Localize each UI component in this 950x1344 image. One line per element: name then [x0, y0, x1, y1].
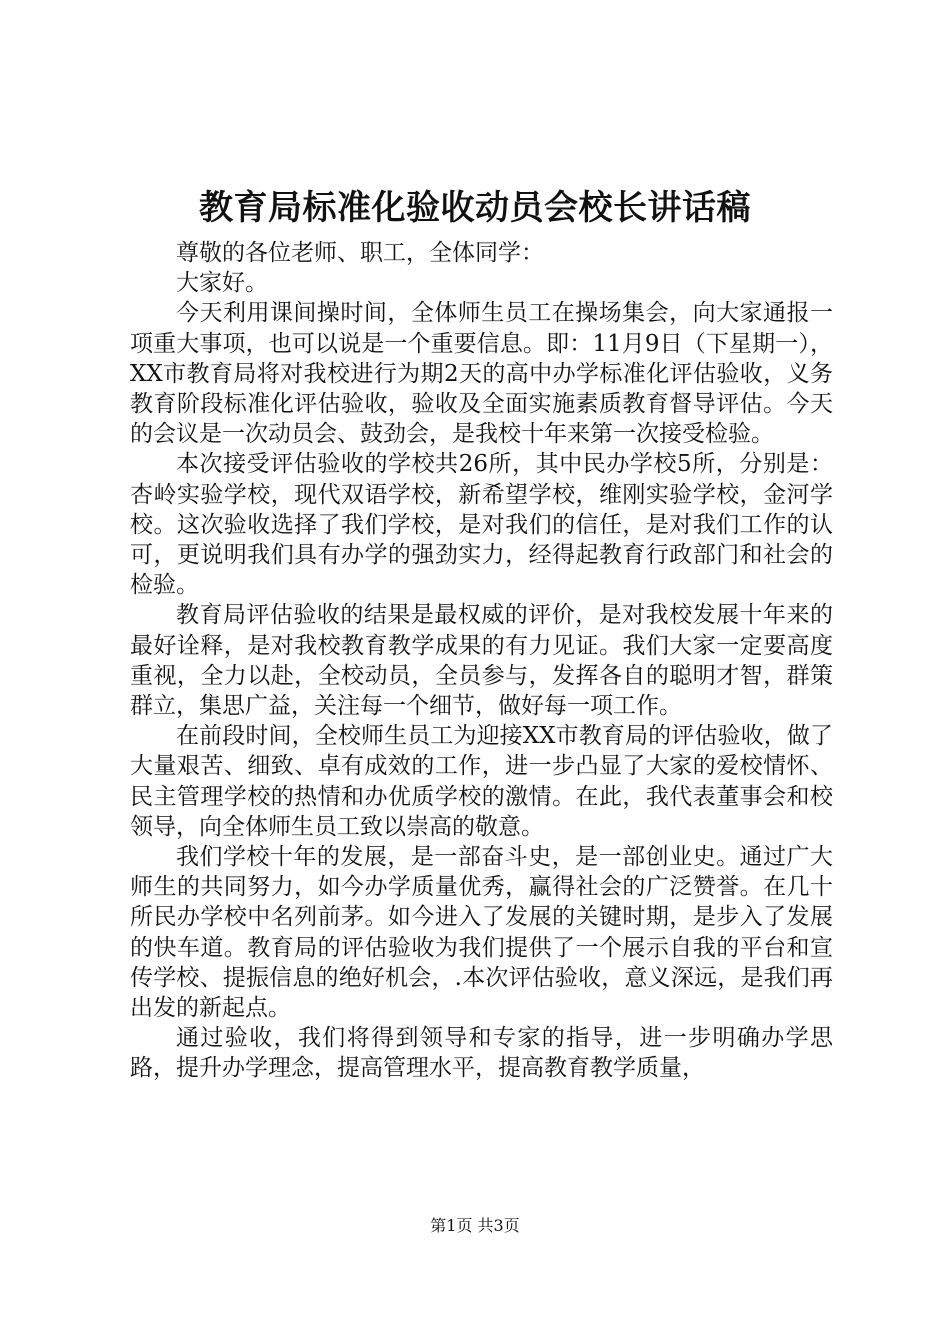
body-paragraph-evaluation: 教育局评估验收的结果是最权威的评价，是对我校发展十年来的最好诠释，是对我校教育教学成果的有力见证。我们大家一定要高度重视，全力以赴，全校动员，全员参与，发挥各自的聪明才智，群策群立，集思广益，关注每一个细节，做好每一项工作。	[130, 602, 833, 720]
body-paragraph-announcement: 今天利用课间操时间，全体师生员工在操场集会，向大家通报一项重大事项，也可以说是一个重要信息。即：11月9日（下星期一），XX市教育局将对我校进行为期2天的高中办学标准化评估验收，义务教育阶段标准化评估验收，验收及全面实施素质教育督导评估。今天的会议是一次动员会、鼓劲会，是我校十年来第一次接受检验。	[130, 300, 833, 448]
page-footer: 第1页 共3页	[430, 1216, 520, 1235]
body-paragraph-schools: 本次接受评估验收的学校共26所，其中民办学校5所，分别是：杏岭实验学校，现代双语学校，新希望学校，维刚实验学校，金河学校。这次验收选择了我们学校，是对我们的信任，是对我们工作的认可，更说明我们具有办学的强劲实力，经得起教育行政部门和社会的检验。	[130, 451, 833, 599]
document-body	[130, 238, 833, 1084]
body-paragraph-gratitude: 在前段时间，全校师生员工为迎接XX市教育局的评估验收，做了大量艰苦、细致、卓有成效的工作，进一步凸显了大家的爱校情怀、民主管理学校的热情和办优质学校的激情。在此，我代表董事会和校领导，向全体师生员工致以崇高的敬意。	[130, 723, 833, 840]
salutation-paragraph: 尊敬的各位老师、职工，全体同学：	[176, 240, 544, 266]
body-paragraph-history: 我们学校十年的发展，是一部奋斗史，是一部创业史。通过广大师生的共同努力，如今办学质量优秀，赢得社会的广泛赞誉。在几十所民办学校中名列前茅。如今进入了发展的关键时期，是步入了发展的快车道。教育局的评估验收为我们提供了一个展示自我的平台和宣传学校、提振信息的绝好机会，.本次评估验收，意义深远，是我们再出发的新起点。	[130, 844, 833, 1022]
document-title: 教育局标准化验收动员会校长讲话稿	[199, 188, 751, 228]
greeting-paragraph: 大家好。	[176, 270, 268, 297]
body-paragraph-guidance: 通过验收，我们将得到领导和专家的指导，进一步明确办学思路，提升办学理念，提高管理水平，提高教育教学质量，	[130, 1025, 833, 1082]
